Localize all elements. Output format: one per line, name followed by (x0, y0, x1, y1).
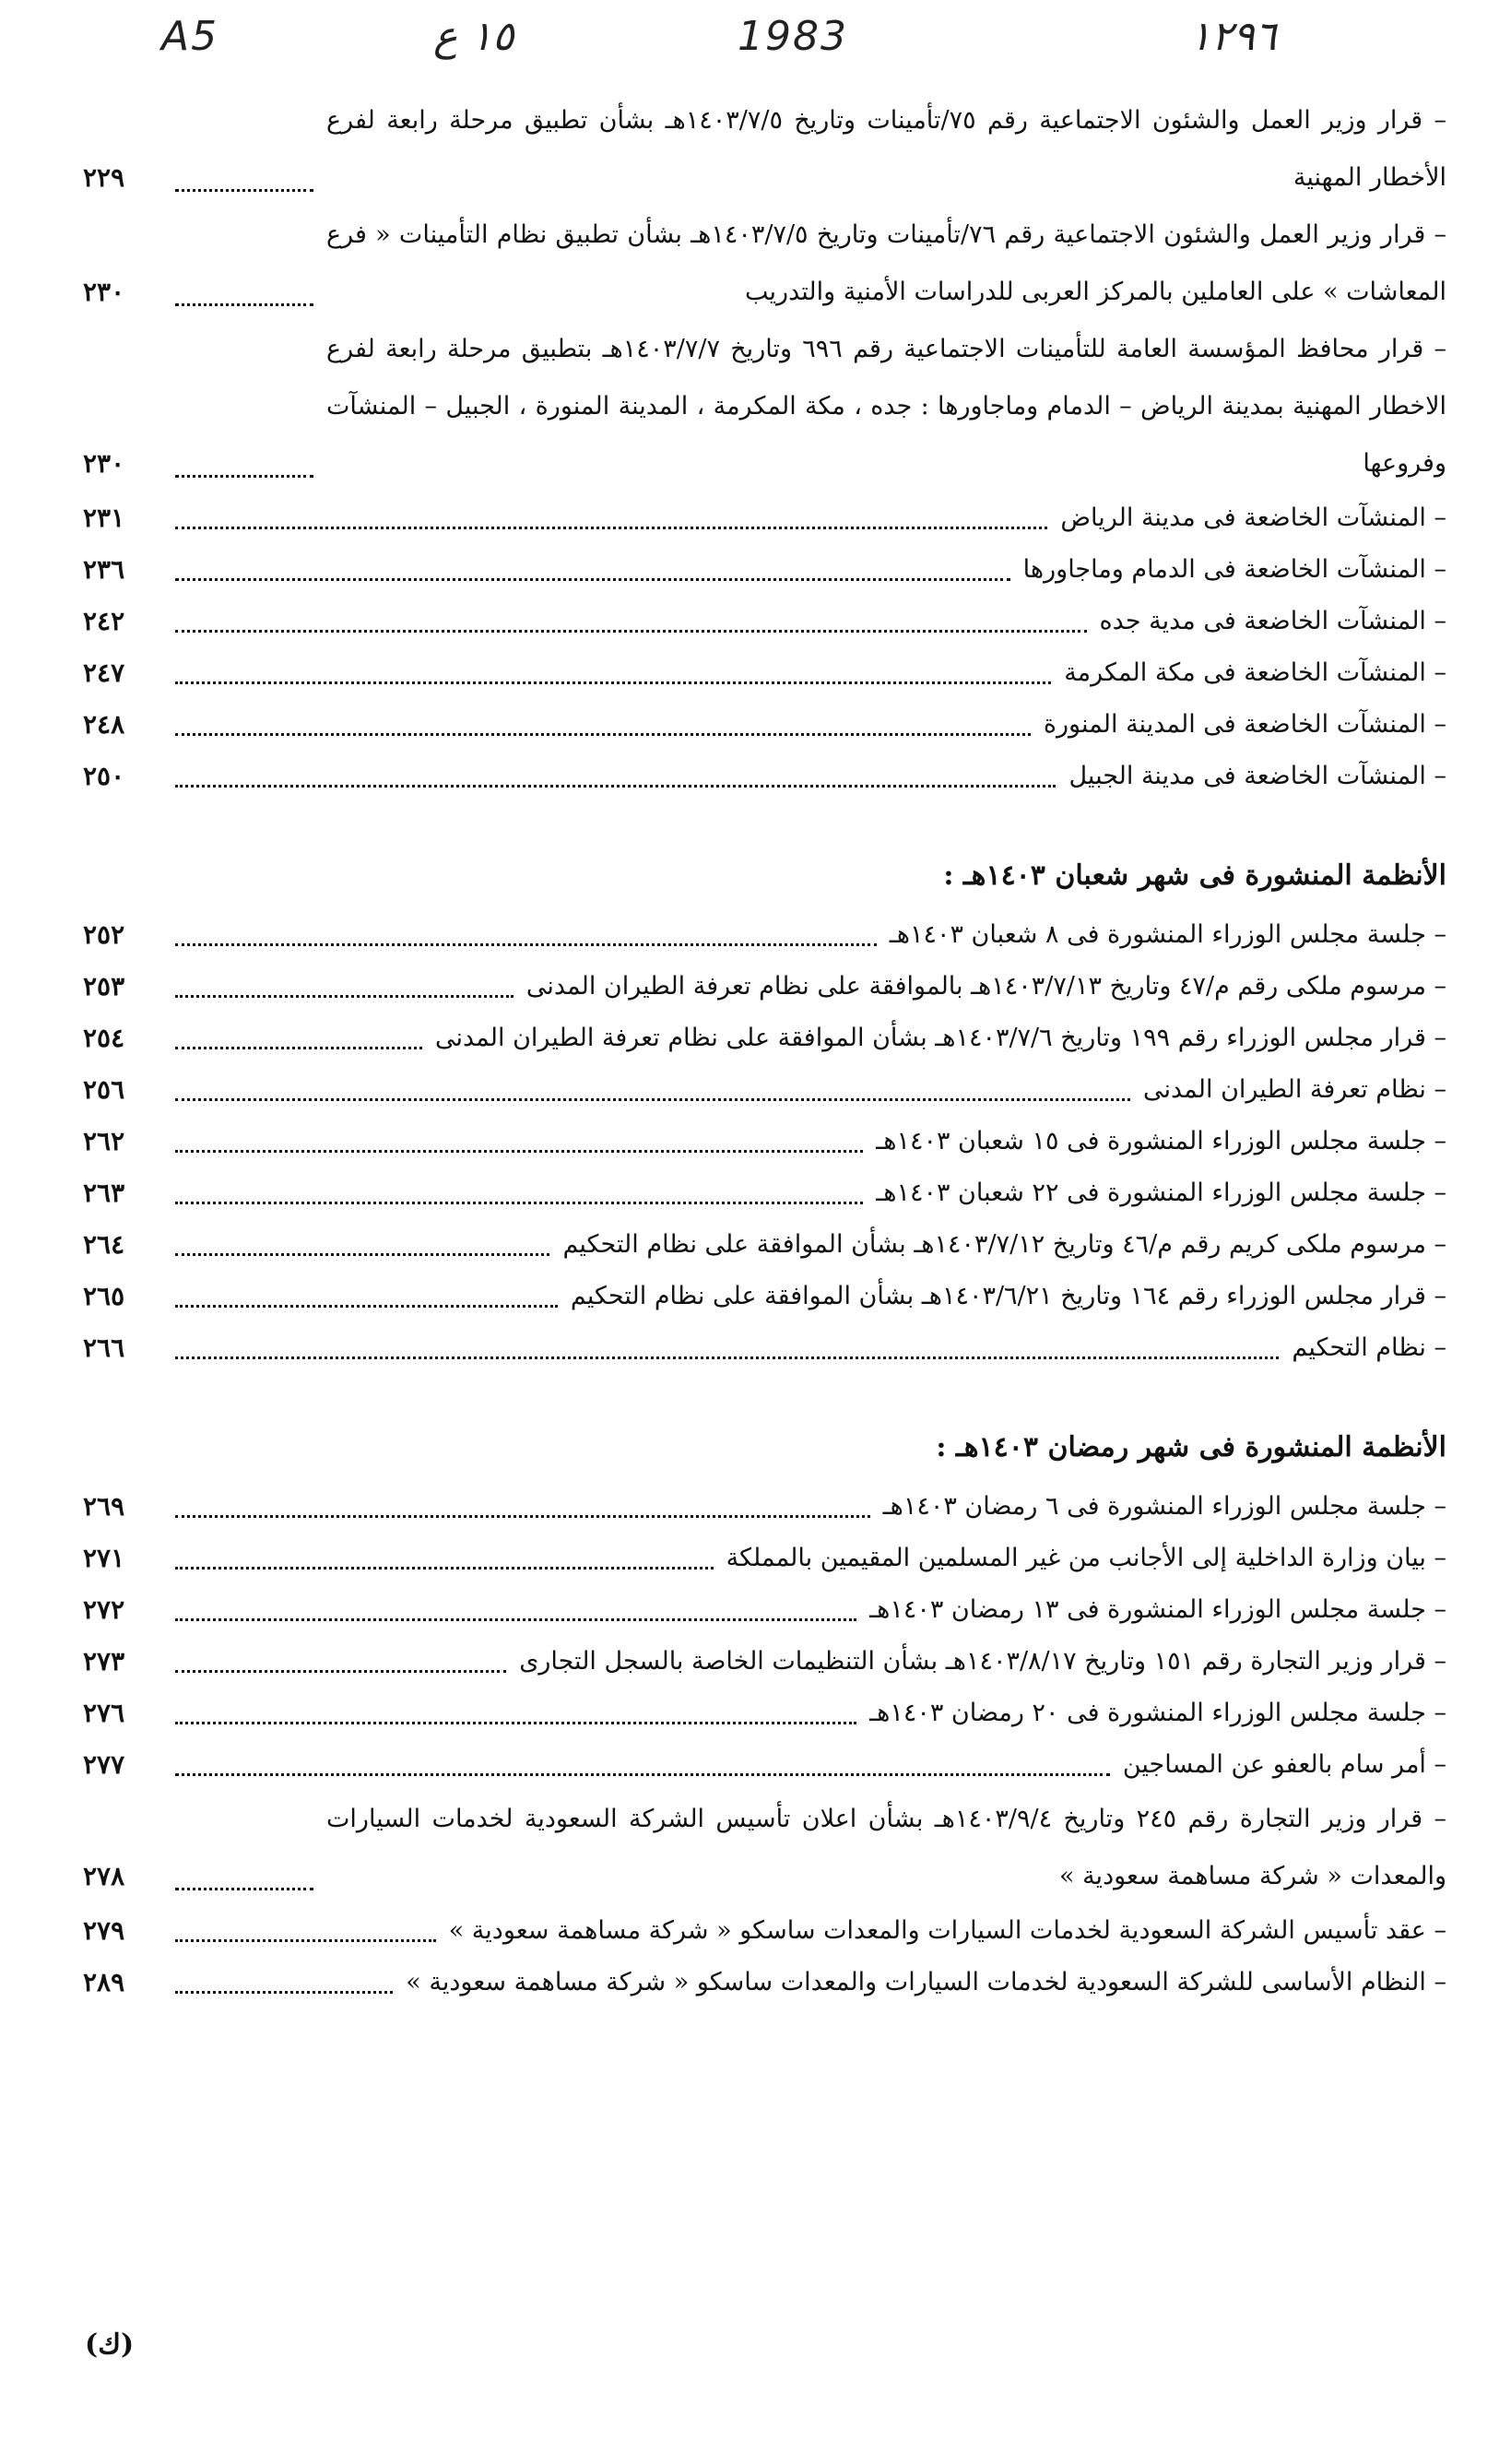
dot-leader (175, 1098, 1130, 1101)
dot-leader (175, 1202, 863, 1204)
toc-entry (83, 92, 1446, 207)
toc-page-number: ٢٦٩ (83, 1491, 125, 1522)
toc-page-number: ٢٣١ (83, 503, 125, 533)
dot-leader (175, 1670, 506, 1673)
toc-page-number: ٢٧٩ (83, 1915, 125, 1946)
section-heading-shaban: الأنظمة المنشورة فى شهر شعبان ١٤٠٣هـ : (943, 859, 1446, 892)
toc-entry (83, 1322, 1446, 1374)
toc-entry (83, 1064, 1446, 1116)
toc-entry (83, 544, 1446, 596)
dot-leader (175, 630, 1087, 633)
toc-entry (83, 909, 1446, 961)
toc-entry-text: – المنشآت الخاضعة فى مدينة الجبيل (1068, 762, 1446, 790)
toc-page-number: ٢٥٦ (83, 1074, 125, 1105)
dot-leader (175, 1888, 313, 1890)
dot-leader (175, 943, 877, 946)
toc-entry (83, 596, 1446, 647)
toc-entry (83, 751, 1446, 802)
dot-leader (175, 995, 514, 998)
toc-entry-text: – مرسوم ملكى رقم م/٤٧ وتاريخ ١٤٠٣/٧/١٣هـ بالموافقة على نظام تعرفة الطيران المدنى (525, 972, 1446, 1001)
dot-leader (175, 1773, 1110, 1776)
toc-entry-text: – بيان وزارة الداخلية إلى الأجانب من غير المسلمين المقيمين بالمملكة (726, 1544, 1446, 1572)
toc-entry-text: – المنشآت الخاضعة فى مدية جده (1099, 607, 1446, 635)
toc-entry (83, 492, 1446, 544)
toc-entry-text: – نظام التحكيم (1292, 1333, 1446, 1362)
toc-entry-text: – نظام تعرفة الطيران المدنى (1142, 1075, 1446, 1104)
dot-leader (175, 1305, 558, 1308)
toc-entry (83, 1739, 1446, 1791)
toc-entry (83, 1116, 1446, 1167)
toc-entry-text: – جلسة مجلس الوزراء المنشورة فى ٨ شعبان ١٤٠٣هـ (889, 920, 1446, 949)
toc-entry (83, 321, 1446, 492)
toc-entry-text: – قرار وزير العمل والشئون الاجتماعية رقم ٧٦/تأمينات وتاريخ ١٤٠٣/٧/٥هـ بشأن تطبيق نظام التأمينات « فرع المعاشات » على العاملين بالمركز العربى للدراسات الأمنية والتدريب (326, 220, 1446, 306)
toc-entry (83, 1957, 1446, 2008)
toc-page-number: ٢٥٢ (83, 919, 125, 950)
toc-entry-text: – قرار مجلس الوزراء رقم ١٩٩ وتاريخ ١٤٠٣/٧/٦هـ بشأن الموافقة على نظام تعرفة الطيران المدنى (434, 1024, 1446, 1052)
toc-entry (83, 1219, 1446, 1271)
toc-page-number: ٢٥٣ (83, 971, 125, 1001)
toc-page-number: ٢٥٤ (83, 1023, 125, 1053)
toc-page-number: ٢٧٢ (83, 1594, 125, 1625)
dot-leader (175, 578, 1010, 581)
handwritten-note-c: 1983 (738, 13, 848, 60)
toc-entry (83, 1013, 1446, 1064)
toc-entry (83, 207, 1446, 321)
toc-entry (83, 1481, 1446, 1533)
toc-entry-text: – قرار وزير التجارة رقم ٢٤٥ وتاريخ ١٤٠٣/٩/٤هـ بشأن اعلان تأسيس الشركة السعودية لخدمات السيارات والمعدات « شركة مساهمة سعودية » (326, 1805, 1446, 1890)
dot-leader (175, 1515, 870, 1518)
handwritten-note-b: ١٥ ع (433, 13, 514, 60)
toc-entry (83, 699, 1446, 751)
toc-page-number: ٢٧١ (83, 1543, 125, 1573)
toc-entry-text: – النظام الأساسى للشركة السعودية لخدمات السيارات والمعدات ساسكو « شركة مساهمة سعودية » (406, 1968, 1446, 1996)
toc-page-number: ٢٢٩ (83, 162, 125, 193)
toc-page-number: ٢٦٥ (83, 1281, 125, 1311)
table-of-contents (83, 92, 1446, 2008)
dot-leader (175, 785, 1056, 788)
dot-leader (175, 1722, 856, 1724)
toc-page-number: ٢٦٤ (83, 1229, 125, 1260)
toc-page-number: ٢٣٦ (83, 554, 125, 585)
handwritten-note-d: ١٢٩٦ (1189, 13, 1277, 60)
toc-section (83, 850, 1446, 1374)
toc-entry-text: – جلسة مجلس الوزراء المنشورة فى ٦ رمضان ١٤٠٣هـ (882, 1492, 1446, 1521)
toc-entry (83, 1905, 1446, 1957)
toc-page-number: ٢٧٣ (83, 1646, 125, 1676)
dot-leader (175, 1150, 863, 1153)
toc-entry (83, 1584, 1446, 1636)
page-marker: (ك) (85, 2328, 135, 2361)
toc-entry (83, 961, 1446, 1013)
toc-entry-text: – أمر سام بالعفو عن المساجين (1122, 1750, 1446, 1779)
dot-leader (175, 1618, 856, 1621)
toc-section (83, 92, 1446, 802)
dot-leader (175, 1939, 436, 1942)
toc-entry-text: – قرار وزير التجارة رقم ١٥١ وتاريخ ١٤٠٣/٨/١٧هـ بشأن التنظيمات الخاصة بالسجل التجارى (519, 1647, 1446, 1676)
toc-entry-text: – مرسوم ملكى كريم رقم م/٤٦ وتاريخ ١٤٠٣/٧/١٢هـ بشأن الموافقة على نظام التحكيم (562, 1230, 1446, 1259)
toc-entry-text: – قرار وزير العمل والشئون الاجتماعية رقم ٧٥/تأمينات وتاريخ ١٤٠٣/٧/٥هـ بشأن تطبيق مرحلة رابعة لفرع الأخطار المهنية (326, 106, 1447, 192)
section-heading-ramadan: الأنظمة المنشورة فى شهر رمضان ١٤٠٣هـ : (936, 1431, 1446, 1463)
toc-page-number: ٢٧٧ (83, 1749, 125, 1780)
toc-entry-text: – جلسة مجلس الوزراء المنشورة فى ١٣ رمضان ١٤٠٣هـ (869, 1595, 1446, 1624)
toc-entry-text: – المنشآت الخاضعة فى الدمام وماجاورها (1022, 555, 1446, 584)
dot-leader (175, 1991, 393, 1994)
toc-entry-text: – قرار محافظ المؤسسة العامة للتأمينات الاجتماعية رقم ٦٩٦ وتاريخ ١٤٠٣/٧/٧هـ بتطبيق مرحلة رابعة لفرع الاخطار المهنية بمدينة الرياض – الدمام وماجاورها : جده ، مكة المكرمة ، المدينة المنورة ، الجبيل – المنشآت وفروعها (326, 335, 1447, 478)
toc-page-number: ٢٤٧ (83, 657, 125, 688)
toc-page-number: ٢٥٠ (83, 761, 125, 791)
toc-page-number: ٢٤٨ (83, 709, 125, 740)
toc-entry (83, 1533, 1446, 1584)
dot-leader (175, 527, 1047, 529)
toc-page-number: ٢٦٢ (83, 1126, 125, 1156)
toc-page-number: ٢٨٩ (83, 1967, 125, 1997)
handwritten-note-a: A5 (161, 13, 219, 60)
toc-entry (83, 1791, 1446, 1905)
toc-entry-text: – قرار مجلس الوزراء رقم ١٦٤ وتاريخ ١٤٠٣/٦/٢١هـ بشأن الموافقة على نظام التحكيم (570, 1282, 1446, 1310)
dot-leader (175, 189, 313, 192)
toc-entry-text: – جلسة مجلس الوزراء المنشورة فى ٢٠ رمضان ١٤٠٣هـ (869, 1699, 1446, 1727)
toc-section (83, 1422, 1446, 2008)
toc-entry (83, 1636, 1446, 1688)
toc-entry-text: – جلسة مجلس الوزراء المنشورة فى ١٥ شعبان ١٤٠٣هـ (876, 1127, 1446, 1155)
toc-entry (83, 647, 1446, 699)
dot-leader (175, 1047, 422, 1049)
dot-leader (175, 733, 1031, 736)
dot-leader (175, 475, 313, 478)
toc-entry-text: – عقد تأسيس الشركة السعودية لخدمات السيارات والمعدات ساسكو « شركة مساهمة سعودية » (448, 1916, 1446, 1945)
toc-entry (83, 1688, 1446, 1739)
toc-entry (83, 1167, 1446, 1219)
toc-page-number: ٢٤٢ (83, 606, 125, 636)
toc-entry (83, 1271, 1446, 1322)
toc-entry-text: – المنشآت الخاضعة فى مكة المكرمة (1064, 658, 1446, 687)
dot-leader (175, 1253, 549, 1256)
toc-entry-text: – المنشآت الخاضعة فى المدينة المنورة (1043, 710, 1446, 739)
toc-page-number: ٢٦٣ (83, 1178, 125, 1208)
toc-page-number: ٢٧٨ (83, 1861, 125, 1891)
dot-leader (175, 1356, 1279, 1359)
toc-page-number: ٢٦٦ (83, 1333, 125, 1363)
dot-leader (175, 681, 1051, 684)
dot-leader (175, 303, 313, 306)
toc-entry-text: – المنشآت الخاضعة فى مدينة الرياض (1060, 503, 1446, 532)
toc-page-number: ٢٧٦ (83, 1698, 125, 1728)
toc-page-number: ٢٣٠ (83, 448, 125, 479)
dot-leader (175, 1567, 714, 1570)
toc-entry-text: – جلسة مجلس الوزراء المنشورة فى ٢٢ شعبان ١٤٠٣هـ (876, 1179, 1446, 1207)
toc-page-number: ٢٣٠ (83, 277, 125, 307)
